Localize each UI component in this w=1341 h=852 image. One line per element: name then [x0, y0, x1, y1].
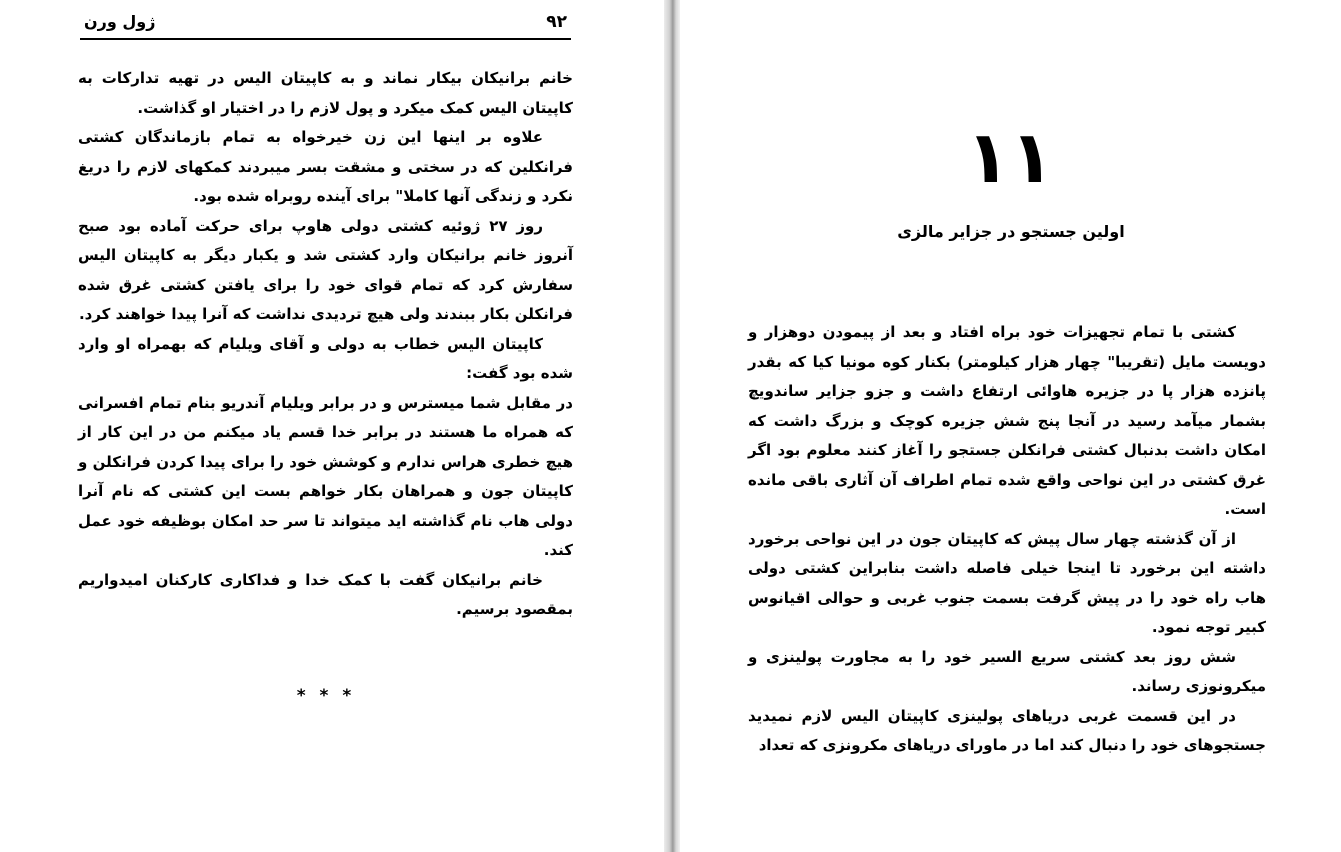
book-gutter — [664, 0, 680, 852]
paragraph: از آن گذشته چهار سال پیش که کاپیتان جون در این نواحی برخورد داشته این برخورد تا اینجا خیلی فاصله داشت بنابراین کشتی دولی هاب راه خود را در پیش گرفت بسمت جنوب غربی و حوالی اقیانوس کبیر توجه نمود. — [748, 529, 1266, 636]
paragraph: در این قسمت غربی دریاهای پولینزی کاپیتان الیس لازم نمیدید جستجوهای خود را دنبال کند اما در ماورای دریاهای مکرونزی که تعداد — [748, 706, 1266, 754]
paragraph: علاوه بر اینها این زن خیرخواه به تمام بازماندگان کشتی فرانکلین که در سختی و مشقت بسر میبردند کمکهای لازم را دریغ نکرد و زندگی آنها کاملا" برای آینده روبراه شده بود. — [78, 128, 573, 205]
paragraph: روز ۲۷ ژوئیه کشتی دولی هاوپ برای حرکت آماده بود صبح آنروز خانم برانیکان وارد کشتی شد و یکبار دیگر به کاپیتان الیس سفارش کرد که تمام قوای خود را برای یافتن کشتی غرق شده فرانکلن بکار ببندند ولی هیچ تردیدی نداشت که آنرا پیدا خواهند کرد. — [78, 216, 573, 323]
paragraph: کاپیتان الیس خطاب به دولی و آقای ویلیام که بهمراه او وارد شده بود گفت: — [78, 334, 573, 382]
chapter-title: اولین جستجو در جزایر مالزی — [897, 222, 1125, 241]
page-number: ۹۲ — [546, 12, 567, 32]
paragraph: کشتی با تمام تجهیزات خود براه افتاد و بعد از پیمودن دوهزار و دویست مایل (تقریبا" چهار هزار کیلومتر) بکنار کوه مونیا کیا که بقدر پانزده هزار پا در جزیره هاوائی ارتفاع داشت و جزو جزایر ساندویچ بشمار میآمد رسید در آنجا پنج شش جزیره کوچک و بزرگ داشت که امکان داشت بدنبال کشتی فرانکلن جستجو را آغاز کنند معلوم بود اگر غرق کشتی در این نواحی واقع شده تمام اطراف آن آثاری باقی مانده است. — [748, 323, 1266, 518]
paragraph: خانم برانیکان بیکار نماند و به کاپیتان الیس در تهیه تدارکات به کاپیتان الیس کمک میکرد و پول لازم را در اختیار او گذاشت. — [78, 69, 573, 117]
right-page-body — [748, 318, 1266, 761]
running-head — [80, 8, 571, 40]
paragraph: در مقابل شما میسترس و در برابر ویلیام آندریو بنام تمام افسرانی که همراه ما هستند در برابر خدا قسم یاد میکنم من در این کار از هیچ خطری هراس ندارم و کوشش خود را برای پیدا کردن فرانکلن و کاپیتان جون و همراهان بکار خواهم بست این کشتی که نام آنرا دولی هاب نام گذاشته اید میتواند تا سر حد امکان بوظیفه خود عمل کند. — [78, 393, 573, 559]
left-page-body — [78, 64, 573, 625]
running-head-author: ژول ورن — [84, 12, 156, 31]
chapter-number: ۱۱ — [966, 115, 1054, 199]
paragraph: خانم برانیکان گفت با کمک خدا و فداکاری کارکنان امیدواریم بمقصود برسیم. — [78, 570, 573, 618]
paragraph: شش روز بعد کشتی سریع السیر خود را به مجاورت پولینزی و میکرونوزی رساند. — [748, 647, 1266, 695]
section-end-mark: * * * — [296, 686, 356, 706]
